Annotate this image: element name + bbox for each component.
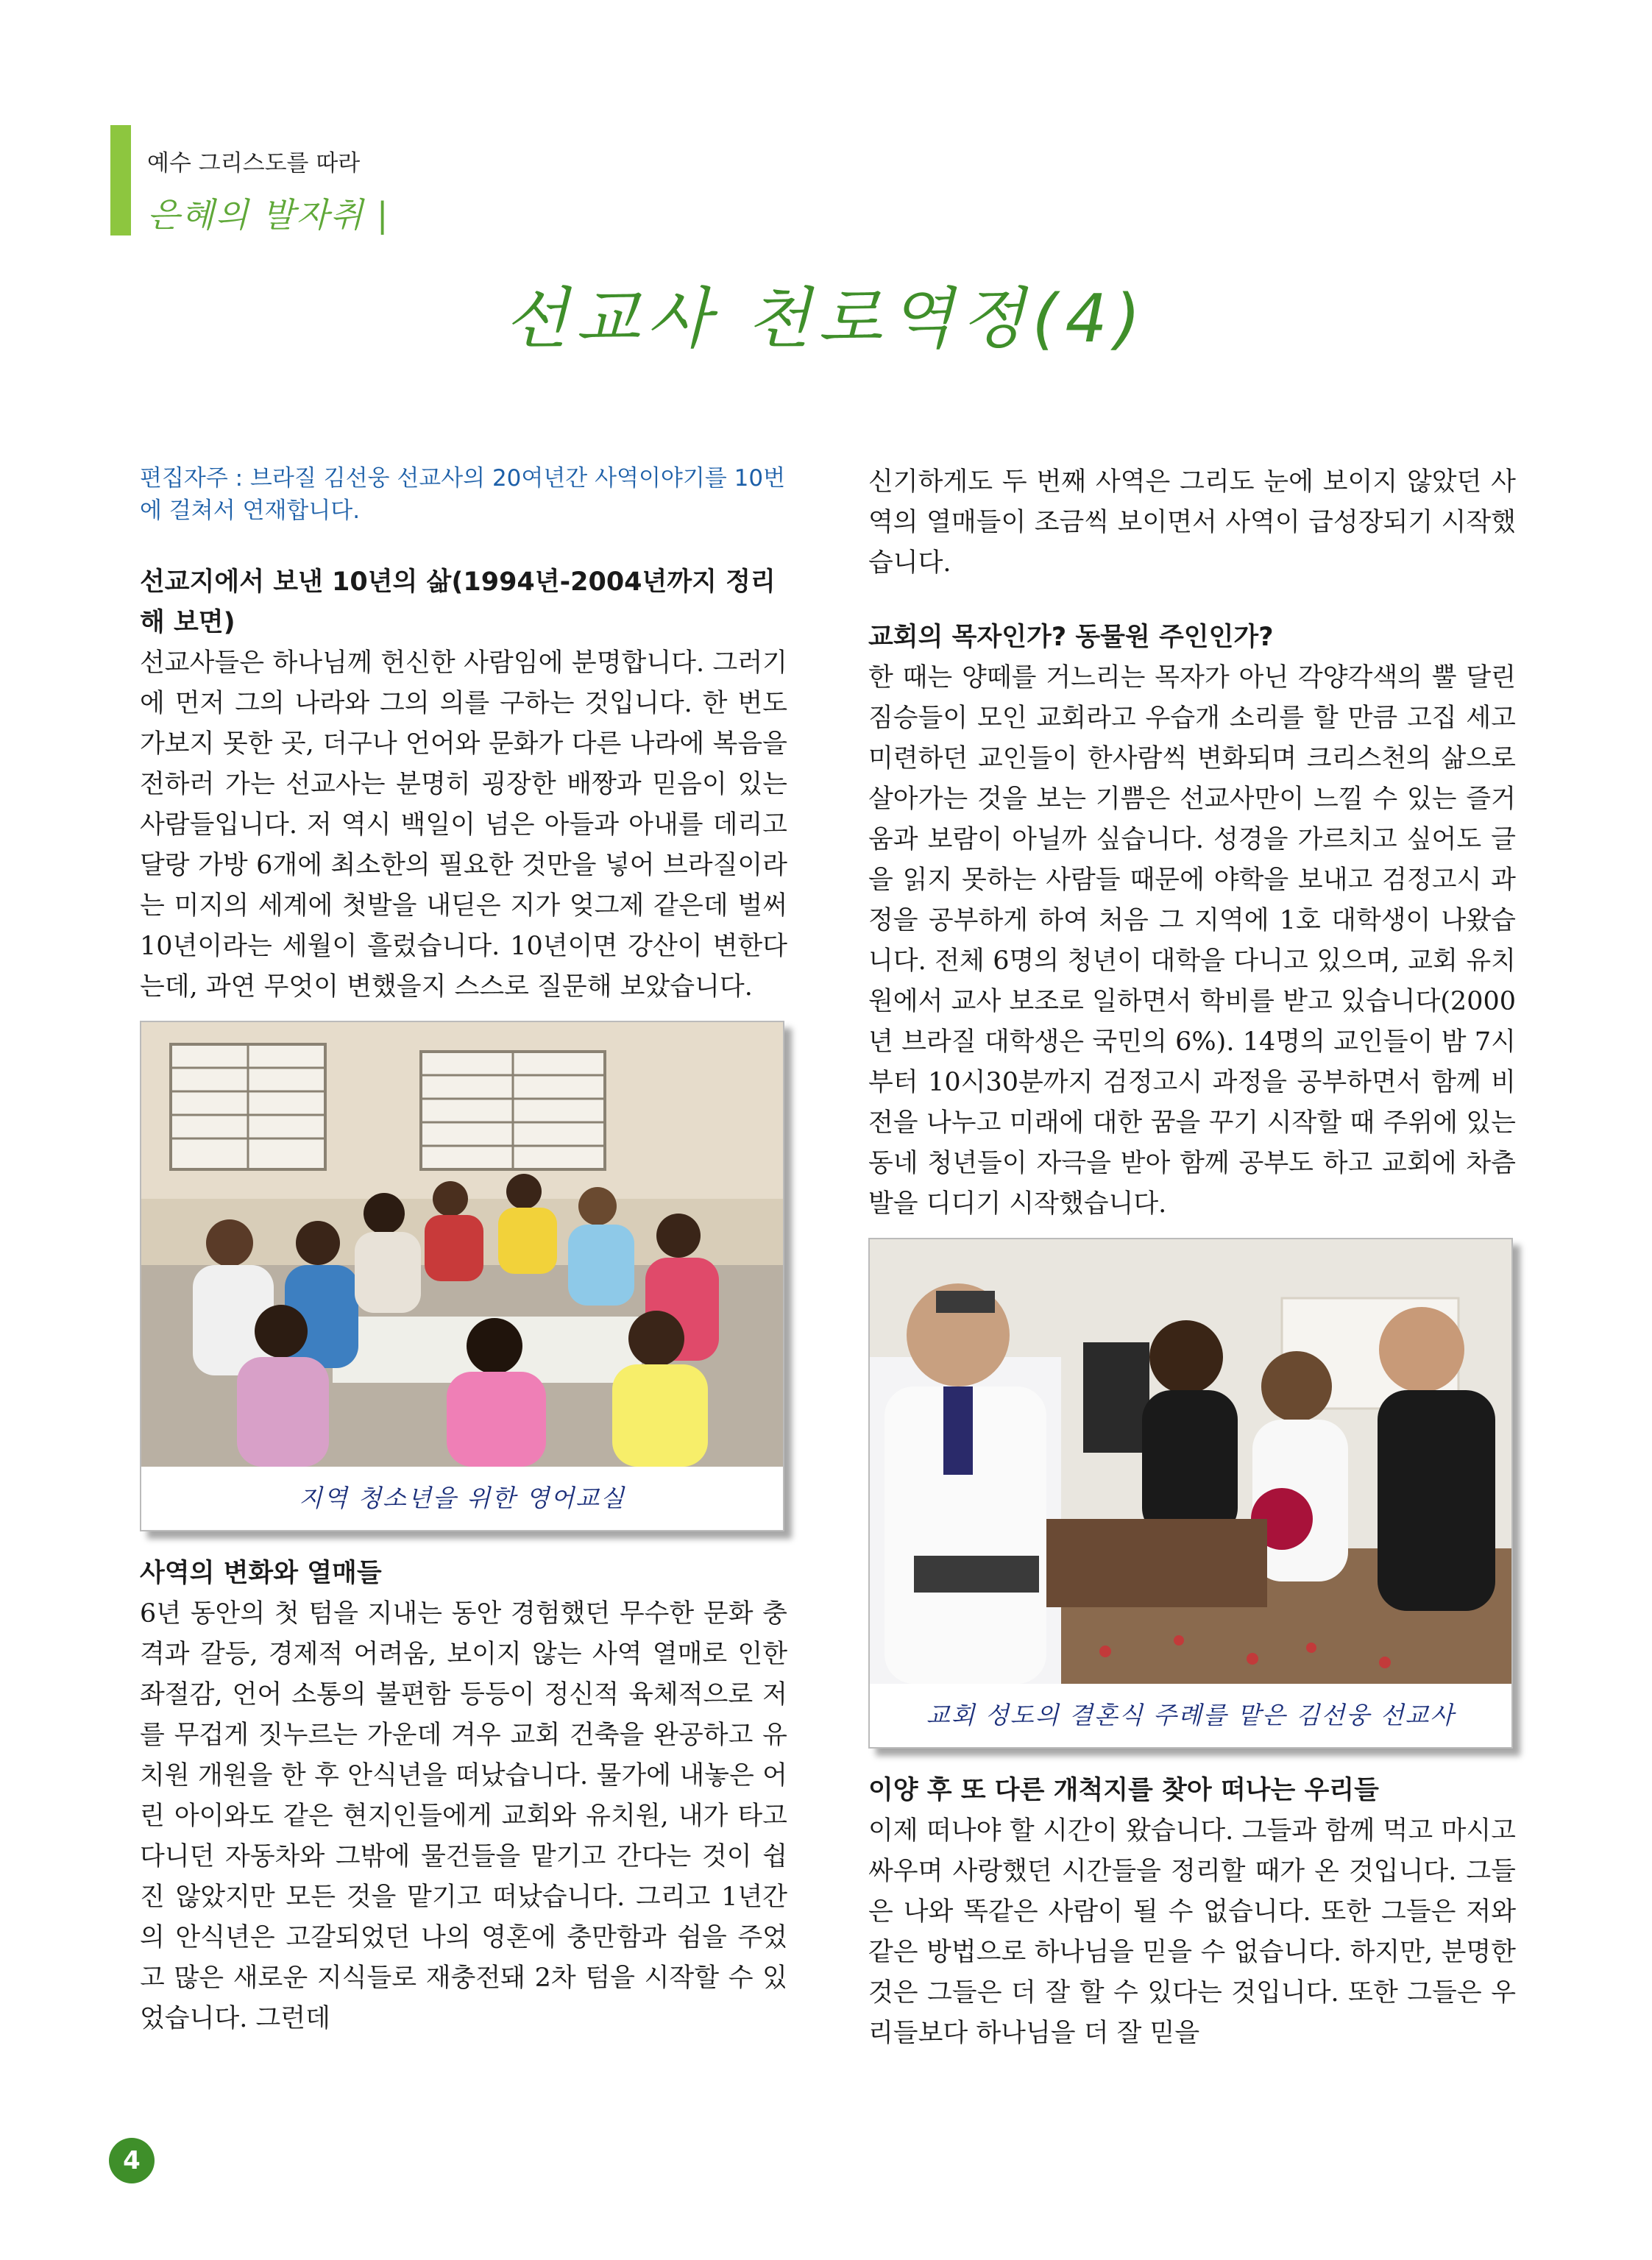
series-kicker: 예수 그리스도를 따라 [147,150,361,177]
series-title: 은혜의 발자취 | [147,195,390,235]
section-body-shepherd: 한 때는 양떼를 거느리는 목자가 아닌 각양각색의 뿔 달린 짐승들이 모인 교회라고 우습개 소리를 할 만큼 고집 세고 미련하던 교인들이 한사람씩 변화되며 크리스천의 삶으로 살아가는 것을 보는 기쁨은 선교사만이 느낄 수 있는 즐거움과 보람이 아닐까 싶습니다. 성경을 가르치고 싶어도 글을 읽지 못하는 사람들 때문에 야학을 보내고 검정고시 과정을 공부하게 하여 처음 그 지역에 1호 대학생이 나왔습니다. 전체 6명의 청년이 대학을 다니고 있으며, 교회 유치원에서 교사 보조로 일하면서 학비를 받고 있습니다(2000년 브라질 대학생은 국민의 6%). 14명의 교인들이 밤 7시부터 10시30분까지 검정고시 과정을 공부하면서 함께 비전을 나누고 미래에 대한 꿈을 꾸기 시작할 때 주위에 있는 동네 청년들이 자극을 받아 함께 공부도 하고 교회에 차츰 발을 디디기 시작했습니다. [868,663,1516,1219]
photo-caption-english-class: 지역 청소년을 위한 영어교실 [298,1484,625,1512]
section-heading-ten-years: 선교지에서 보낸 10년의 삶(1994년-2004년까지 정리해 보면) [140,567,776,637]
section-heading-shepherd: 교회의 목자인가? 동물원 주인인가? [868,623,1274,652]
article-title: 선교사 천로역정(4) [504,280,1148,358]
section-heading-new-mission: 이양 후 또 다른 개척지를 찾아 떠나는 우리들 [868,1776,1379,1805]
header-accent-bar [110,125,131,235]
right-column [868,462,1516,2054]
wedding-photo [870,1239,1511,1684]
editor-note: 편집자주 : 브라질 김선웅 선교사의 20여년간 사역이야기를 10번에 걸쳐서 연재합니다. [140,465,786,524]
section-body-new-mission: 이제 떠나야 할 시간이 왔습니다. 그들과 함께 먹고 마시고 싸우며 사랑했던 시간들을 정리할 때가 온 것입니다. 그들은 나와 똑같은 사람이 될 수 없습니다. 또한 그들은 저와 같은 방법으로 하나님을 믿을 수 없습니다. 하지만, 분명한 것은 그들은 더 잘 할 수 있다는 것입니다. 또한 그들은 우리들보다 하나님을 더 잘 믿을 [868,1816,1516,2048]
section-heading-changes: 사역의 변화와 열매들 [140,1559,382,1588]
section-body-ten-years: 선교사들은 하나님께 헌신한 사람임에 분명합니다. 그러기에 먼저 그의 나라와 그의 의를 구하는 것입니다. 한 번도 가보지 못한 곳, 더구나 언어와 문화가 다른 나라에 복음을 전하러 가는 선교사는 분명히 굉장한 배짱과 믿음이 있는 사람들입니다. 저 역시 백일이 넘은 아들과 아내를 데리고 달랑 가방 6개에 최소한의 필요한 것만을 넣어 브라질이라는 미지의 세계에 첫발을 내딛은 지가 엊그제 같은데 벌써 10년이라는 세월이 흘렀습니다. 10년이면 강산이 변한다는데, 과연 무엇이 변했을지 스스로 질문해 보았습니다. [140,648,787,1002]
photo-english-class [140,1021,784,1531]
page-number-badge: 4 [109,2138,155,2183]
continued-paragraph: 신기하게도 두 번째 사역은 그리도 눈에 보이지 않았던 사역의 열매들이 조금씩 보이면서 사역이 급성장되기 시작했습니다. [868,467,1516,578]
classroom-photo [141,1022,783,1467]
photo-wedding [868,1238,1513,1749]
photo-caption-wedding: 교회 성도의 결혼식 주례를 맡은 김선웅 선교사 [926,1701,1456,1729]
left-column [140,462,787,2039]
section-body-changes: 6년 동안의 첫 텀을 지내는 동안 경험했던 무수한 문화 충격과 갈등, 경제적 어려움, 보이지 않는 사역 열매로 인한 좌절감, 언어 소통의 불편함 등등이 정신적 육체적으로 저를 무겁게 짓누르는 가운데 겨우 교회 건축을 완공하고 유치원 개원을 한 후 안식년을 떠났습니다. 물가에 내놓은 어린 아이와도 같은 현지인들에게 교회와 유치원, 내가 타고 다니던 자동차와 그밖에 물건들을 맡기고 간다는 것이 쉽진 않았지만 모든 것을 맡기고 떠났습니다. 그리고 1년간의 안식년은 고갈되었던 나의 영혼에 충만함과 쉼을 주었고 많은 새로운 지식들로 재충전돼 2차 텀을 시작할 수 있었습니다. 그런데 [140,1599,787,2033]
